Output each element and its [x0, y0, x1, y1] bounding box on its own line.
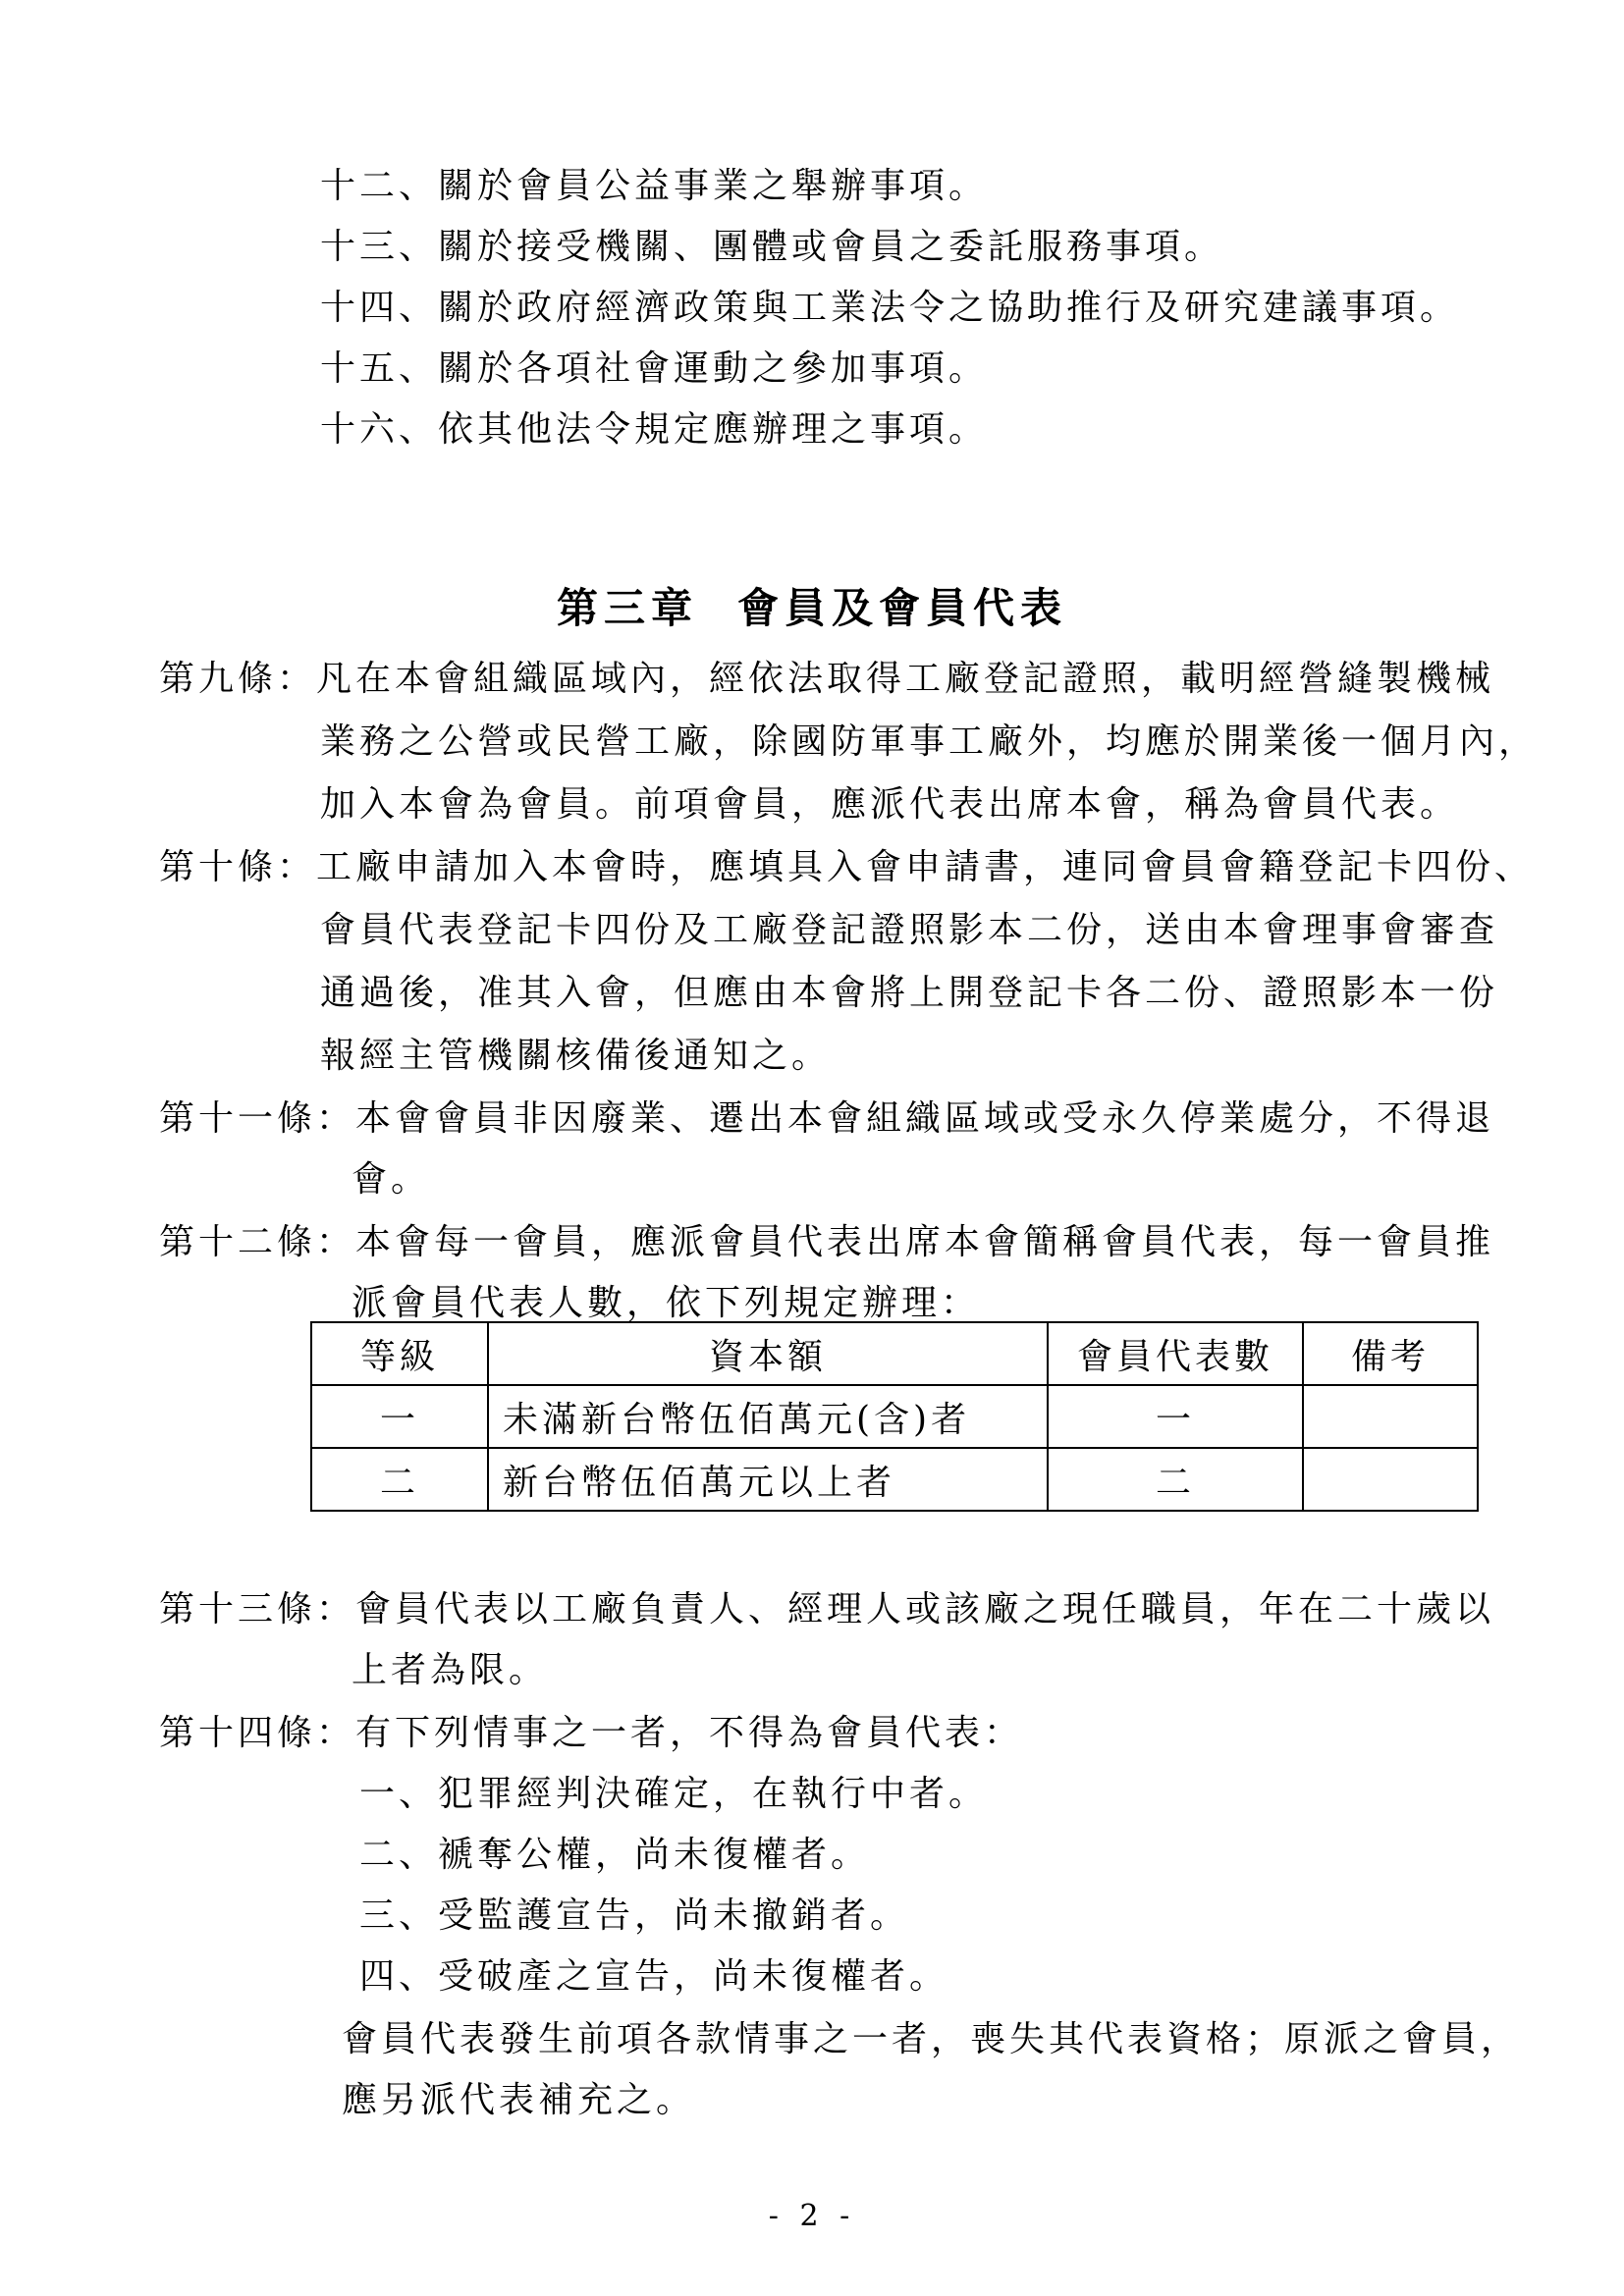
- article-11-line: 第十一條：本會會員非因廢業、遷出本會組織區域或受永久停業處分，不得退: [159, 1098, 1495, 1139]
- article-14-intro: 第十四條：有下列情事之一者，不得為會員代表：: [159, 1713, 1024, 1753]
- duty-item: 十五、關於各項社會運動之參加事項。: [320, 348, 989, 389]
- table-header-cell: 資本額: [488, 1322, 1048, 1385]
- table-header-cell: 會員代表數: [1048, 1322, 1303, 1385]
- table-row: [311, 1385, 1478, 1448]
- article-10-line: 通過後，准其入會，但應由本會將上開登記卡各二份、證照影本一份: [320, 973, 1499, 1013]
- table-cell-capital: 未滿新台幣伍佰萬元(含)者: [488, 1385, 1048, 1448]
- table-header-cell: 等級: [311, 1322, 488, 1385]
- table-cell-grade: 一: [311, 1385, 488, 1448]
- article-9-line: 加入本會為會員。前項會員，應派代表出席本會，稱為會員代表。: [320, 784, 1460, 825]
- article-14-item: 三、受監護宣告，尚未撤銷者。: [359, 1896, 910, 1936]
- article-10-line: 報經主管機關核備後通知之。: [320, 1036, 832, 1076]
- table-header-row: [311, 1322, 1478, 1385]
- duty-item: 十四、關於政府經濟政策與工業法令之協助推行及研究建議事項。: [320, 288, 1460, 328]
- article-10-line: 第十條：工廠申請加入本會時，應填具入會申請書，連同會員會籍登記卡四份、: [159, 847, 1535, 887]
- chapter-number: 第三章: [556, 584, 698, 632]
- article-13-line: 上者為限。: [352, 1650, 549, 1690]
- article-14-closing: 會員代表發生前項各款情事之一者，喪失其代表資格；原派之會員，: [342, 2019, 1521, 2059]
- chapter-heading: [0, 581, 1624, 636]
- table-cell-remarks: [1303, 1385, 1478, 1448]
- article-12-line: 第十二條：本會每一會員，應派會員代表出席本會簡稱會員代表，每一會員推: [159, 1222, 1495, 1262]
- table-row: [311, 1448, 1478, 1511]
- article-9-line: 業務之公營或民營工廠，除國防軍事工廠外，均應於開業後一個月內，: [320, 721, 1539, 762]
- table-cell-remarks: [1303, 1448, 1478, 1511]
- representatives-table: [310, 1321, 1479, 1512]
- table-cell-rep-count: 一: [1048, 1385, 1303, 1448]
- chapter-title: 會員及會員代表: [737, 584, 1068, 632]
- table-header-cell: 備考: [1303, 1322, 1478, 1385]
- article-12-line: 派會員代表人數，依下列規定辦理：: [352, 1283, 981, 1323]
- article-9-line: 第九條：凡在本會組織區域內，經依法取得工廠登記證照，載明經營縫製機械: [159, 659, 1495, 699]
- article-14-item: 四、受破產之宣告，尚未復權者。: [359, 1956, 949, 1997]
- article-13-line: 第十三條：會員代表以工廠負責人、經理人或該廠之現任職員，年在二十歲以: [159, 1589, 1495, 1629]
- table-cell-grade: 二: [311, 1448, 488, 1511]
- article-10-line: 會員代表登記卡四份及工廠登記證照影本二份，送由本會理事會審查: [320, 910, 1499, 950]
- duty-item: 十二、關於會員公益事業之舉辦事項。: [320, 166, 989, 206]
- article-14-closing: 應另派代表補充之。: [342, 2080, 696, 2120]
- duty-item: 十六、依其他法令規定應辦理之事項。: [320, 409, 989, 450]
- article-14-item: 一、犯罪經判決確定，在執行中者。: [359, 1774, 989, 1814]
- duty-item: 十三、關於接受機關、團體或會員之委託服務事項。: [320, 227, 1224, 267]
- article-11-line: 會。: [352, 1159, 431, 1200]
- article-14-item: 二、褫奪公權，尚未復權者。: [359, 1835, 871, 1875]
- table-cell-rep-count: 二: [1048, 1448, 1303, 1511]
- page-number: - 2 -: [768, 2199, 856, 2233]
- table-cell-capital: 新台幣伍佰萬元以上者: [488, 1448, 1048, 1511]
